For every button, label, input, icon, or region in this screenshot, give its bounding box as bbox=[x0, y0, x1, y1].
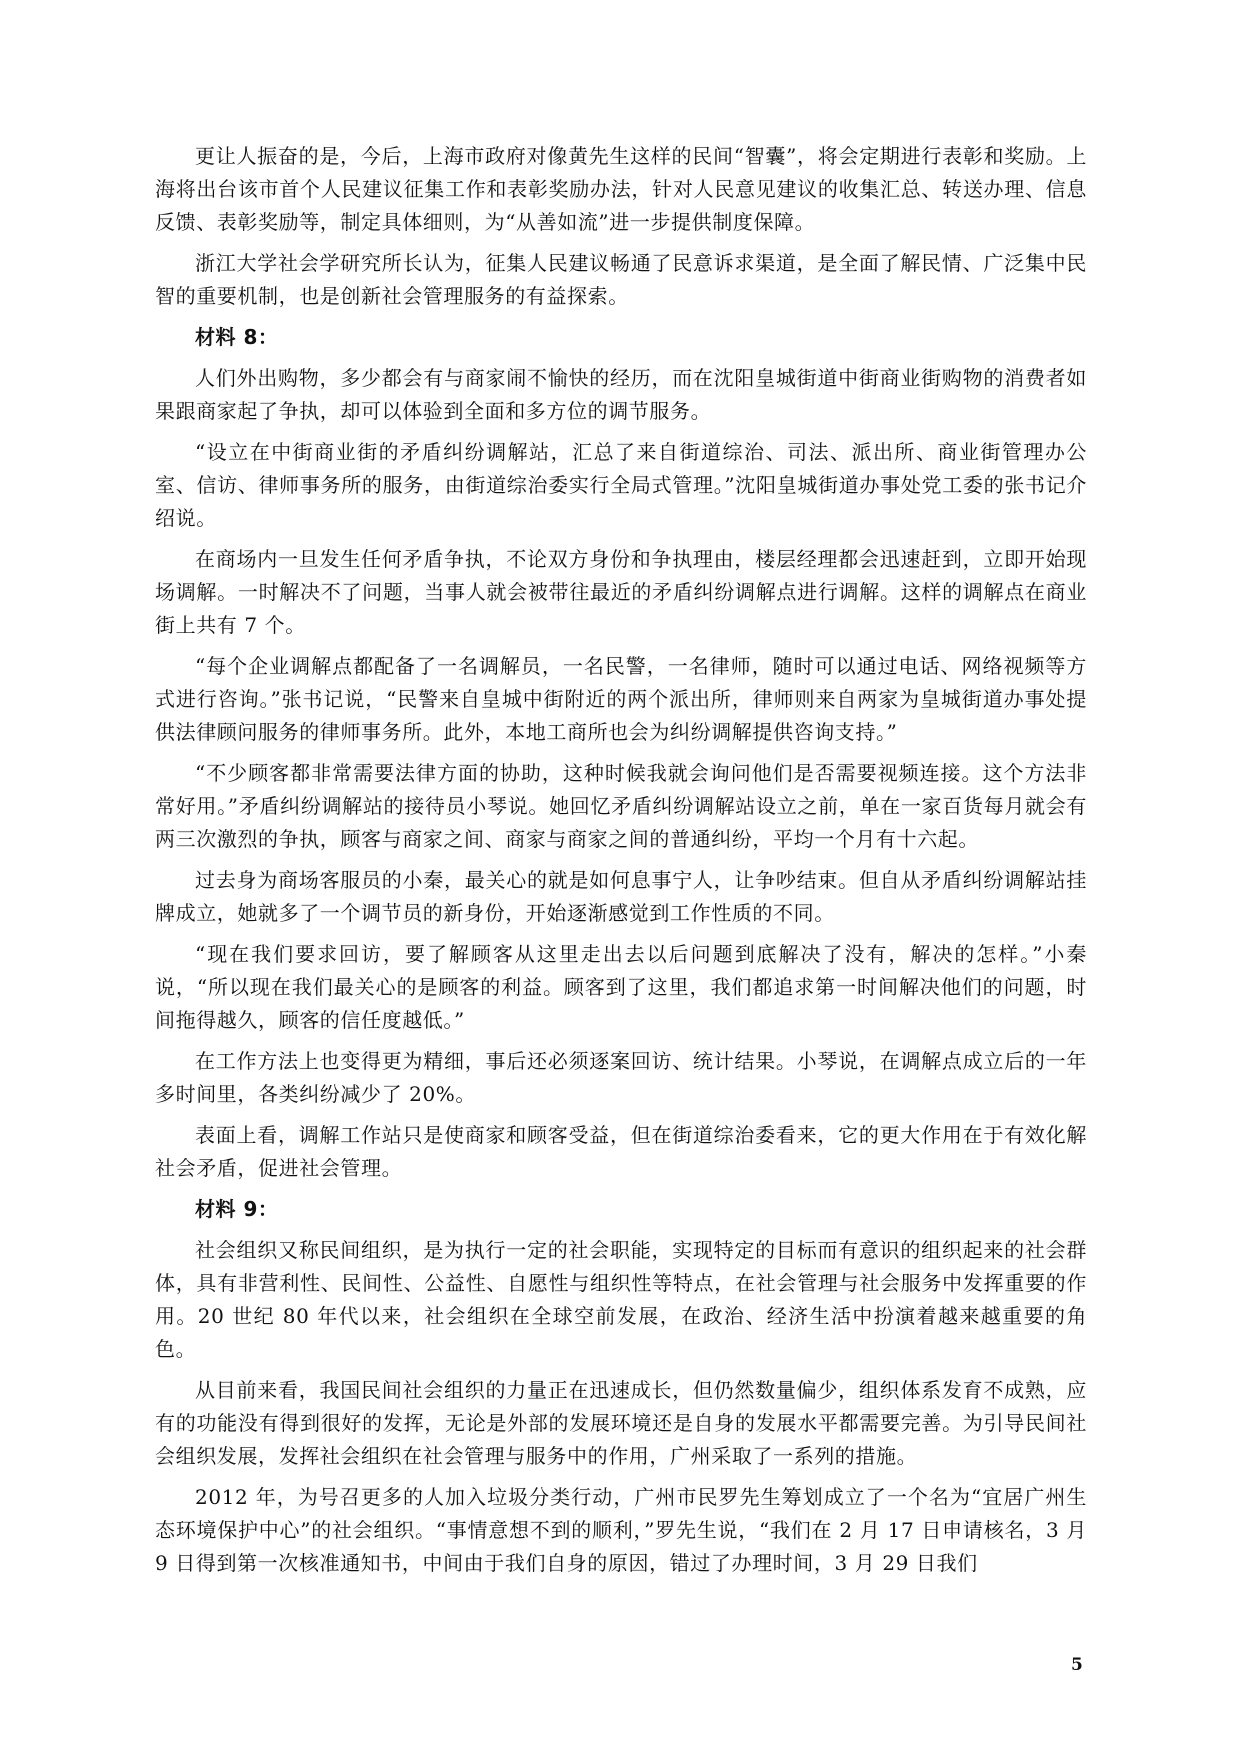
paragraph: 社会组织又称民间组织，是为执行一定的社会职能，实现特定的目标而有意识的组织起来的社会群体，具有非营利性、民间性、公益性、自愿性与组织性等特点，在社会管理与社会服务中发挥重要的作用。20 世纪 80 年代以来，社会组织在全球空前发展，在政治、经济生活中扮演着越来越重要的角色。 bbox=[155, 1238, 1087, 1361]
page-number: 5 bbox=[1071, 1655, 1083, 1675]
paragraph: 更让人振奋的是，今后，上海市政府对像黄先生这样的民间“智囊”，将会定期进行表彰和奖励。上海将出台该市首个人民建议征集工作和表彰奖励办法，针对人民意见建议的收集汇总、转送办理、信息反馈、表彰奖励等，制定具体细则，为“从善如流”进一步提供制度保障。 bbox=[155, 144, 1087, 234]
paragraph: 从目前来看，我国民间社会组织的力量正在迅速成长，但仍然数量偏少，组织体系发育不成熟，应有的功能没有得到很好的发挥，无论是外部的发展环境还是自身的发展水平都需要完善。为引导民间社会组织发展，发挥社会组织在社会管理与服务中的作用，广州采取了一系列的措施。 bbox=[155, 1378, 1087, 1468]
paragraph: 浙江大学社会学研究所长认为，征集人民建议畅通了民意诉求渠道，是全面了解民情、广泛集中民智的重要机制，也是创新社会管理服务的有益探索。 bbox=[155, 251, 1087, 308]
section-heading-material-9: 材料 9： bbox=[195, 1197, 279, 1221]
paragraph: 表面上看，调解工作站只是使商家和顾客受益，但在街道综治委看来，它的更大作用在于有效化解社会矛盾，促进社会管理。 bbox=[155, 1123, 1087, 1180]
paragraph: 在工作方法上也变得更为精细，事后还必须逐案回访、统计结果。小琴说，在调解点成立后的一年多时间里，各类纠纷减少了 20%。 bbox=[155, 1049, 1087, 1106]
section-heading-material-8: 材料 8： bbox=[195, 325, 279, 349]
paragraph: 2012 年，为号召更多的人加入垃圾分类行动，广州市民罗先生筹划成立了一个名为“宜居广州生态环境保护中心”的社会组织。“事情意想不到的顺利，”罗先生说，“我们在 2 月 17 日申请核名，3 月 9 日得到第一次核准通知书，中间由于我们自身的原因，错过了办理时间，3 月 29 日我们 bbox=[155, 1485, 1087, 1575]
paragraph: “设立在中街商业街的矛盾纠纷调解站，汇总了来自街道综治、司法、派出所、商业街管理办公室、信访、律师事务所的服务，由街道综治委实行全局式管理。”沈阳皇城街道办事处党工委的张书记介绍说。 bbox=[155, 440, 1087, 530]
paragraph: 过去身为商场客服员的小秦，最关心的就是如何息事宁人，让争吵结束。但自从矛盾纠纷调解站挂牌成立，她就多了一个调节员的新身份，开始逐渐感觉到工作性质的不同。 bbox=[155, 868, 1087, 925]
paragraph: 在商场内一旦发生任何矛盾争执，不论双方身份和争执理由，楼层经理都会迅速赶到，立即开始现场调解。一时解决不了问题，当事人就会被带往最近的矛盾纠纷调解点进行调解。这样的调解点在商业街上共有 7 个。 bbox=[155, 547, 1087, 637]
paragraph: “每个企业调解点都配备了一名调解员，一名民警，一名律师，随时可以通过电话、网络视频等方式进行咨询。”张书记说，“民警来自皇城中街附近的两个派出所，律师则来自两家为皇城街道办事处提供法律顾问服务的律师事务所。此外，本地工商所也会为纠纷调解提供咨询支持。” bbox=[155, 654, 1087, 744]
paragraph: “不少顾客都非常需要法律方面的协助，这种时候我就会询问他们是否需要视频连接。这个方法非常好用。”矛盾纠纷调解站的接待员小琴说。她回忆矛盾纠纷调解站设立之前，单在一家百货每月就会有两三次激烈的争执，顾客与商家之间、商家与商家之间的普通纠纷，平均一个月有十六起。 bbox=[155, 761, 1087, 851]
document-body bbox=[155, 140, 1087, 1588]
paragraph: 人们外出购物，多少都会有与商家闹不愉快的经历，而在沈阳皇城街道中街商业街购物的消费者如果跟商家起了争执，却可以体验到全面和多方位的调节服务。 bbox=[155, 366, 1087, 423]
paragraph: “现在我们要求回访，要了解顾客从这里走出去以后问题到底解决了没有，解决的怎样。”小秦说，“所以现在我们最关心的是顾客的利益。顾客到了这里，我们都追求第一时间解决他们的问题，时间拖得越久，顾客的信任度越低。” bbox=[155, 942, 1087, 1032]
